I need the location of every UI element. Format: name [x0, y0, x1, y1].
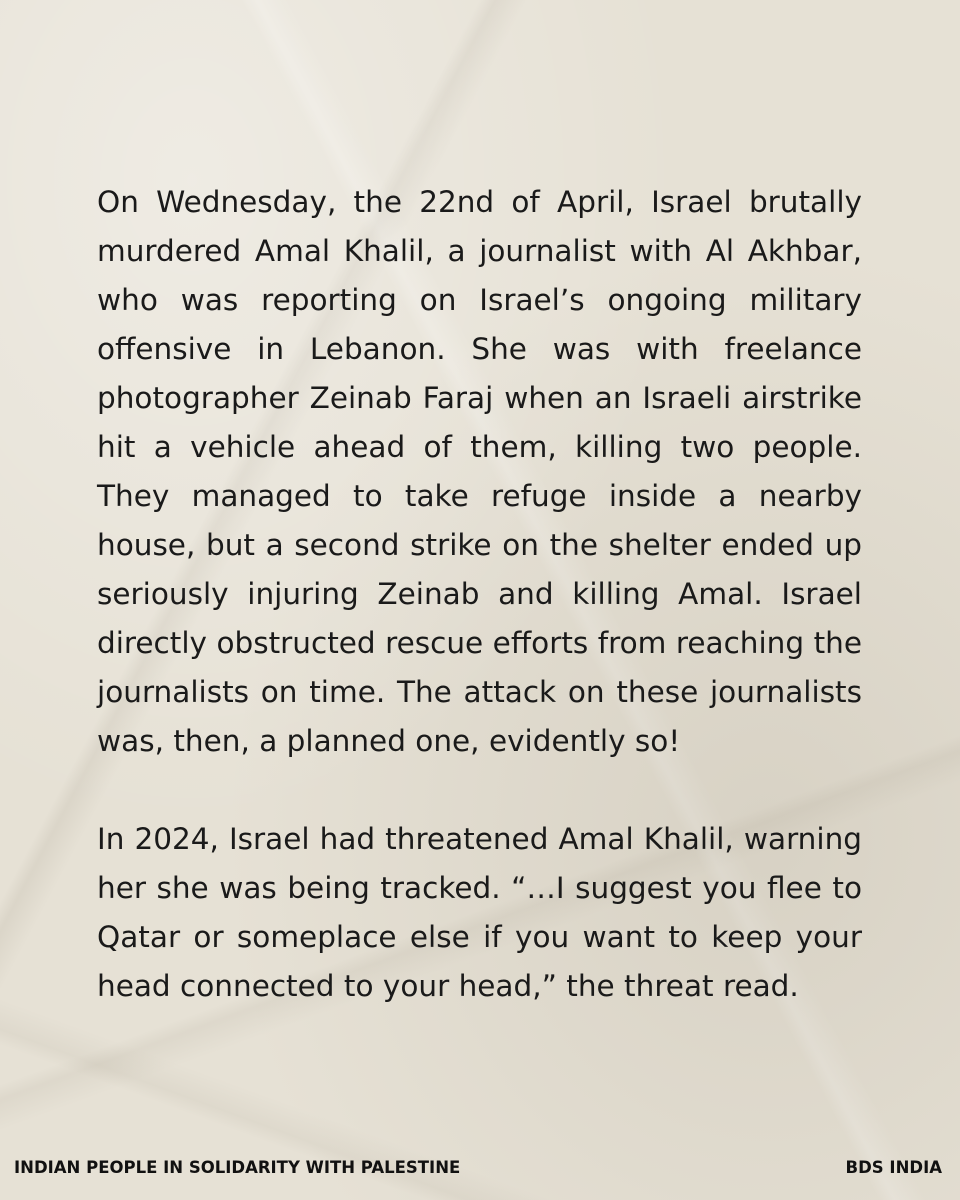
paragraph-main: On Wednesday, the 22nd of April, Israel brutally murdered Amal Khalil, a journalist with Al Akhbar, who was reporting on Israel’s ongoing military offensive in Lebanon. She was with freelance photographer Zeinab Faraj when an Israeli airstrike hit a vehicle ahead of them, killing two people. They managed to take refuge inside a nearby house, but a second strike on the shelter ended up seriously injuring Zeinab and killing Amal. Israel directly obstructed rescue efforts from reaching the journalists on time. The attack on these journalists was, then, a planned one, evidently so! [97, 185, 862, 758]
footer-organization-label: INDIAN PEOPLE IN SOLIDARITY WITH PALESTINE [14, 1158, 461, 1177]
article-body [97, 178, 862, 1011]
footer-brand-label: BDS INDIA [845, 1158, 942, 1177]
paragraph-threat: In 2024, Israel had threatened Amal Khalil, warning her she was being tracked. “…I suggest you flee to Qatar or someplace else if you want to keep your head connected to your head,” the threat read. [97, 822, 862, 1003]
